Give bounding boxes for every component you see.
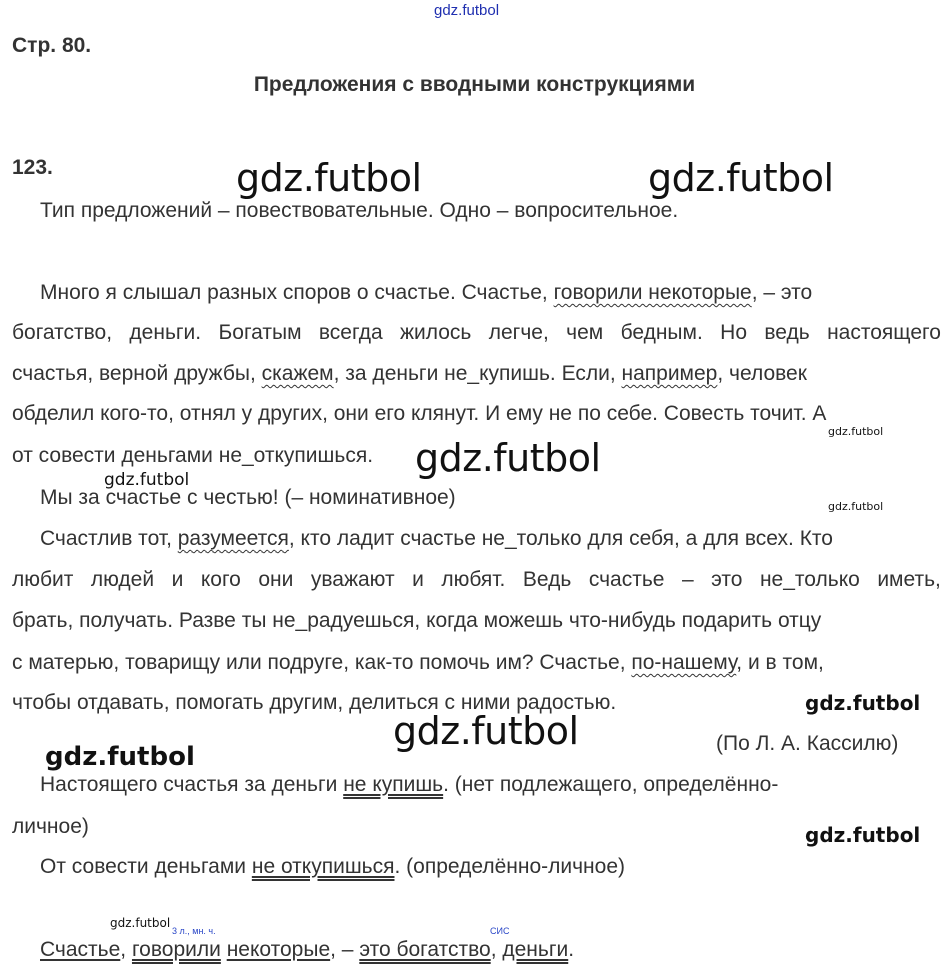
analysis-line: Настоящего счастья за деньги не купишь. (нет подлежащего, определённо- <box>40 773 779 796</box>
predicate: говорили <box>131 938 221 961</box>
predicate: не купишь <box>343 773 444 796</box>
subject: Счастье <box>40 938 121 961</box>
intro-word: разумеется <box>177 527 289 550</box>
watermark-small-3: gdz.futbol <box>828 500 884 513</box>
text-line: с матерью, товарищу или подруге, как-то помочь им? Счастье, по-нашему, и в том, <box>12 651 824 674</box>
watermark-big-3: gdz.futbol <box>415 436 601 480</box>
predicate: это богатство <box>359 938 491 961</box>
grammar-note: СИС <box>490 926 510 936</box>
author-credit: (По Л. А. Кассилю) <box>716 732 899 755</box>
watermark-big-1: gdz.futbol <box>236 156 422 200</box>
predicate: деньги <box>502 938 569 961</box>
intro-word: скажем <box>261 362 334 385</box>
watermark-medium-3: gdz.futbol <box>805 823 921 847</box>
text-line: Много я слышал разных споров о счастье. Счастье, говорили некоторые, – это <box>40 281 813 304</box>
text-line: обделил кого-то, отнял у других, они его клянут. И ему не по себе. Совесть точит. А <box>12 402 827 425</box>
predicate: не откупишься <box>251 855 395 878</box>
text-line: богатство, деньги. Богатым всегда жилось легче, чем бедным. Но ведь настоящего <box>12 321 941 344</box>
watermark-small-1: gdz.futbol <box>828 425 884 438</box>
page-number: Стр. 80. <box>12 34 92 57</box>
text-line: чтобы отдавать, помогать другим, делиться с ними радостью. <box>12 691 617 714</box>
text-line: Мы за счастье с честью! (– номинативное) <box>40 486 456 509</box>
analysis-line: личное) <box>12 815 89 838</box>
text-line: брать, получать. Разве ты не_радуешься, когда можешь что-нибудь подарить отцу <box>12 609 822 632</box>
watermark-top: gdz.futbol <box>434 2 500 19</box>
text-line: от совести деньгами не_откупишься. <box>12 444 374 467</box>
subject: некоторые <box>226 938 331 961</box>
text-line: любит людей и кого они уважают и любят. Ведь счастье – это не_только иметь, <box>12 568 941 591</box>
page-title: Предложения с вводными конструкциями <box>253 73 696 96</box>
watermark-medium-2: gdz.futbol <box>45 742 195 772</box>
grammar-note: 3 л., мн. ч. <box>172 926 216 936</box>
sentence-type-line: Тип предложений – повествовательные. Одно – вопросительное. <box>40 199 679 222</box>
intro-word: по-нашему <box>631 651 737 674</box>
watermark-small-4: gdz.futbol <box>110 916 171 930</box>
watermark-big-4: gdz.futbol <box>393 709 579 753</box>
intro-word: например <box>621 362 718 385</box>
text-line: Счастлив тот, разумеется, кто ладит счастье не_только для себя, а для всех. Кто <box>40 527 833 550</box>
analysis-line: Счастье, говорили некоторые, – это богатство, деньги. <box>40 938 575 961</box>
analysis-line: От совести деньгами не откупишься. (определённо-личное) <box>40 855 626 878</box>
exercise-number: 123. <box>12 156 53 179</box>
watermark-medium-1: gdz.futbol <box>805 691 921 715</box>
text-line: счастья, верной дружбы, скажем, за деньги не_купишь. Если, например, человек <box>12 362 807 385</box>
watermark-big-2: gdz.futbol <box>648 156 834 200</box>
watermark-small-2: gdz.futbol <box>104 470 190 490</box>
intro-phrase: говорили некоторые <box>553 281 752 304</box>
